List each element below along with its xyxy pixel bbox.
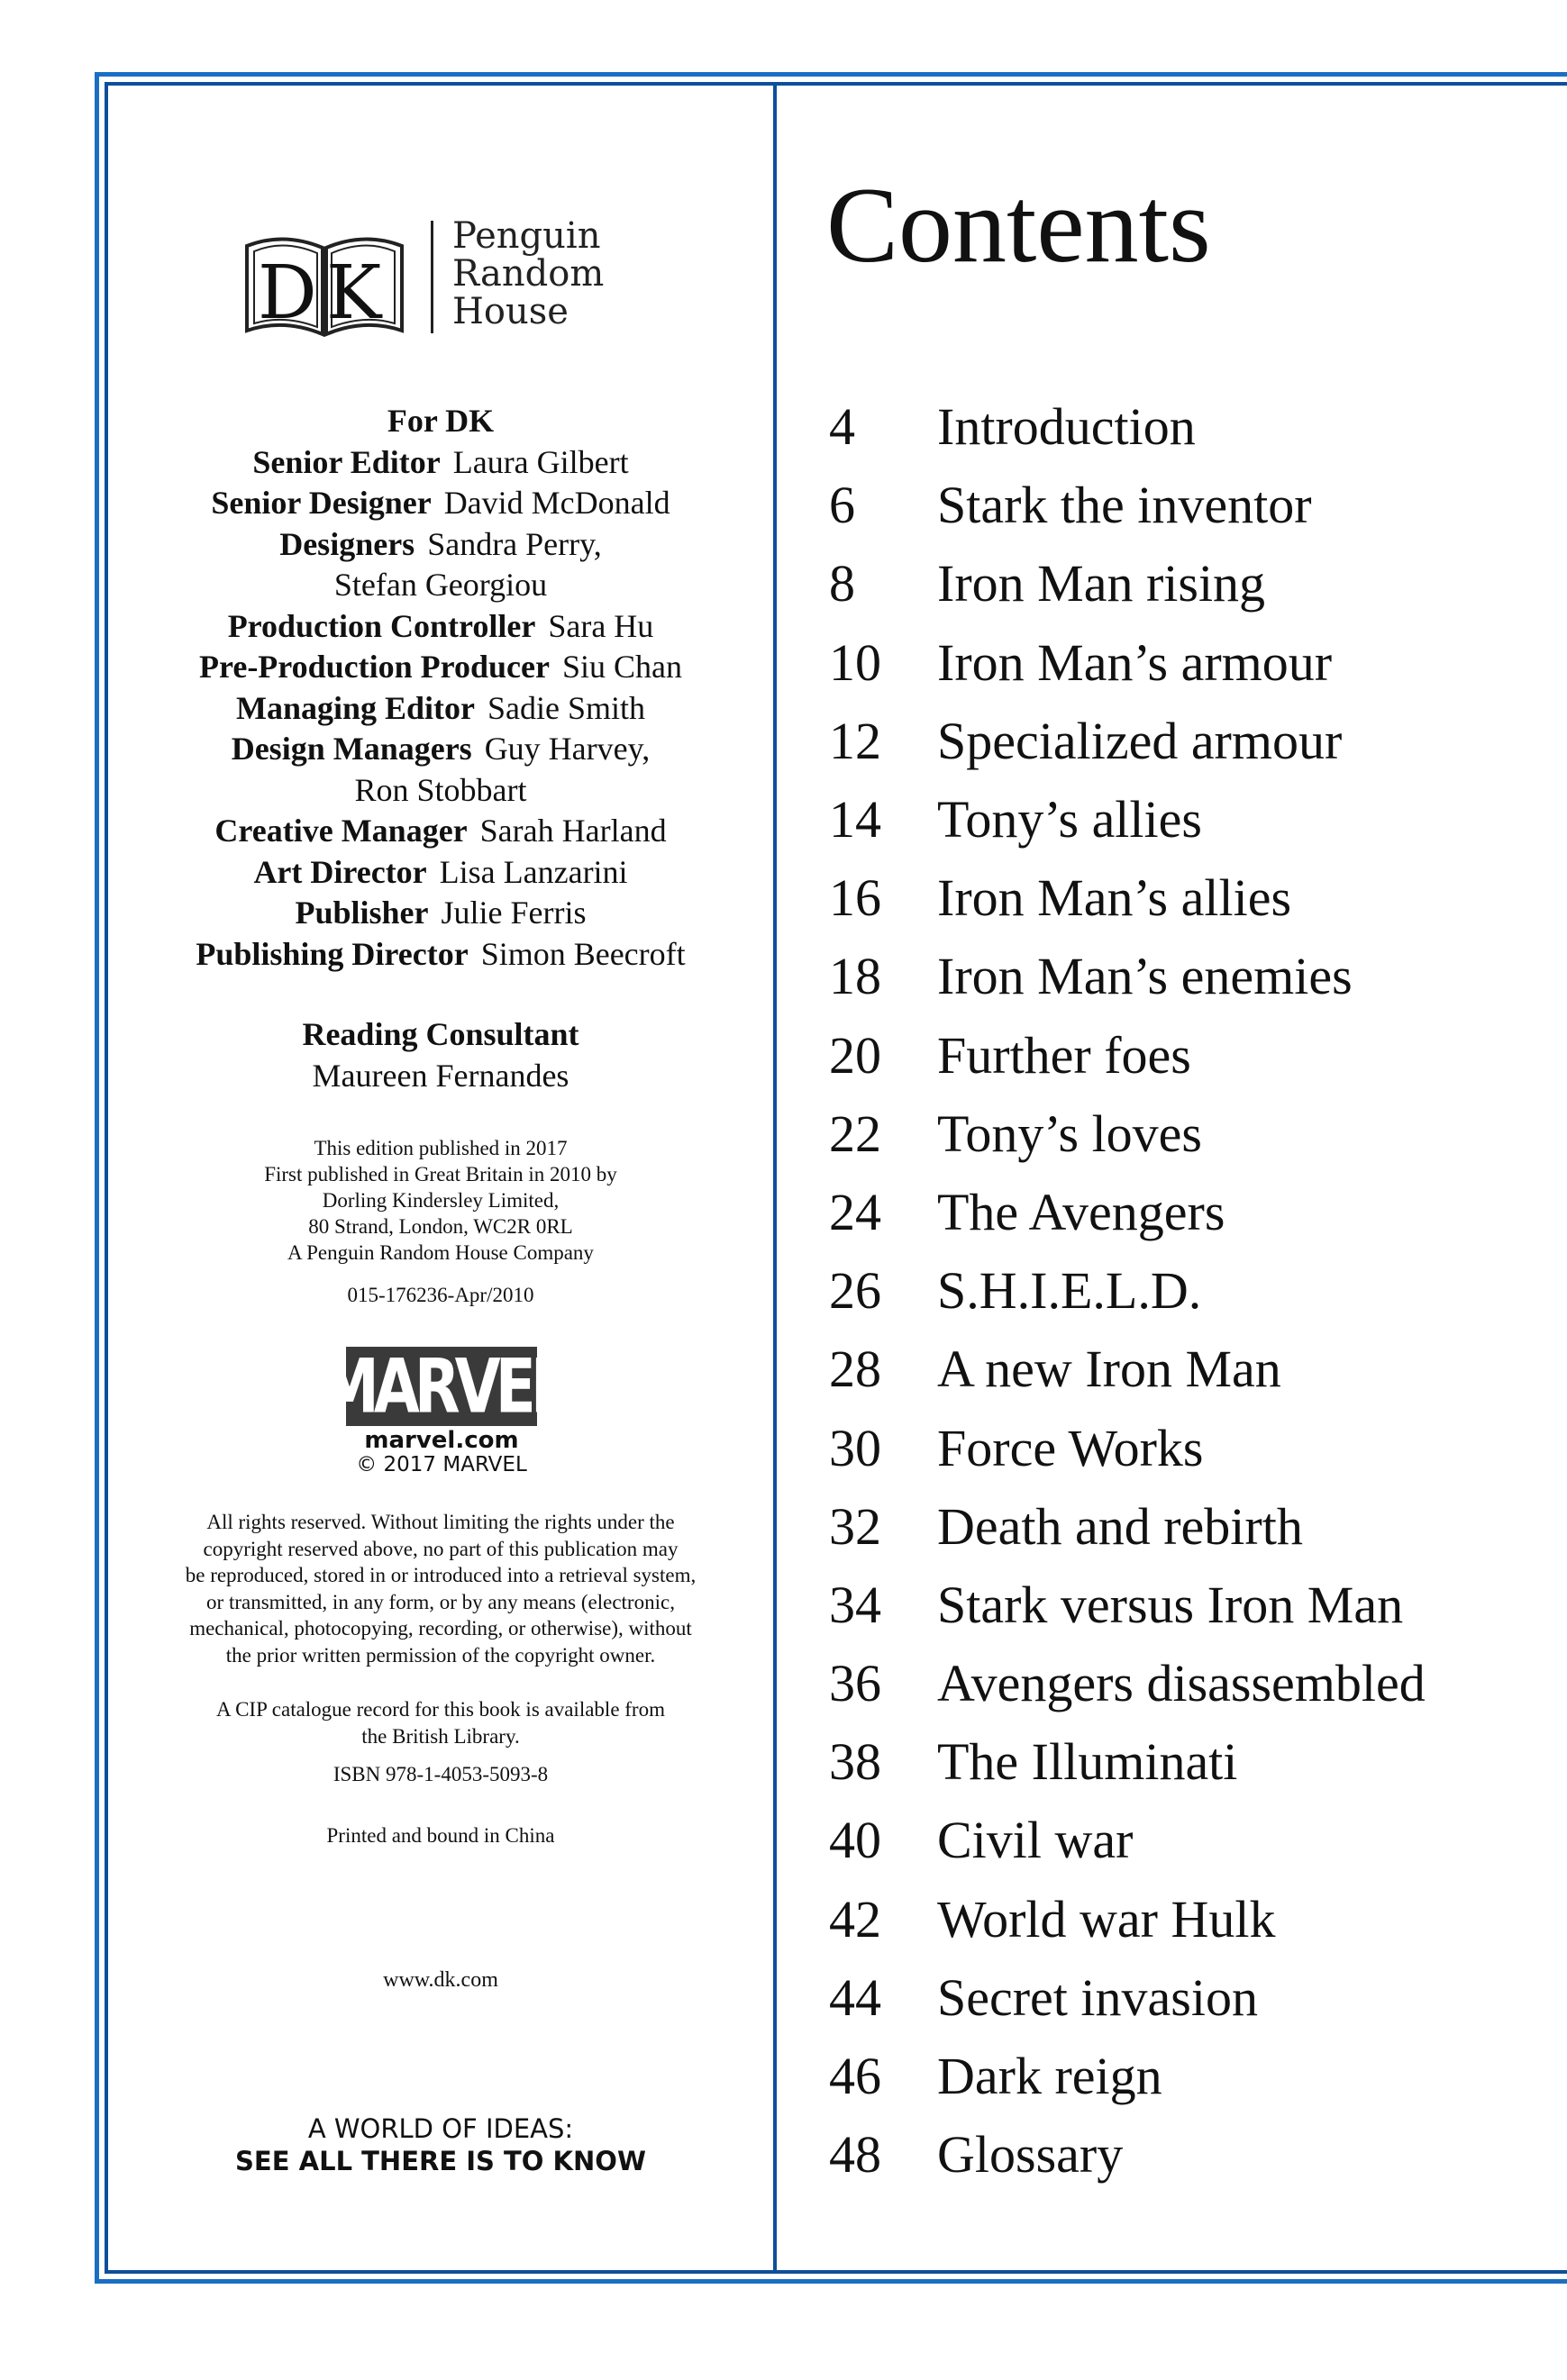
publication-line: A Penguin Random House Company <box>287 1241 594 1264</box>
toc-title: Dark reign <box>937 2047 1162 2106</box>
logo-separator <box>431 221 433 333</box>
isbn: ISBN 978-1-4053-5093-8 <box>333 1763 549 1785</box>
slogan-line-2: SEE ALL THERE IS TO KNOW <box>235 2146 646 2176</box>
publication-line: 80 Strand, London, WC2R 0RL <box>308 1215 573 1238</box>
marvel-copyright: © 2017 MARVEL <box>356 1453 527 1476</box>
publication-line: First published in Great Britain in 2010 by <box>264 1163 617 1185</box>
rights-line: or transmitted, in any form, or by any means (electronic, <box>206 1590 675 1613</box>
slogan-line-1: A WORLD OF IDEAS: <box>307 2113 574 2144</box>
toc-title: The Avengers <box>937 1182 1225 1241</box>
toc-page-number: 40 <box>829 1811 881 1870</box>
toc-title: Tony’s allies <box>937 790 1202 849</box>
toc-page-number: 46 <box>829 2047 881 2106</box>
credit-name: Julie Ferris <box>441 895 587 931</box>
toc-page-number: 10 <box>829 632 881 692</box>
toc-entry[interactable] <box>829 1095 1550 1173</box>
marvel-block <box>320 1342 563 1476</box>
table-of-contents <box>829 387 1550 2194</box>
wordmark-line: Random <box>452 253 605 295</box>
publication-line: Dorling Kindersley Limited, <box>322 1189 560 1212</box>
credit-name: Laura Gilbert <box>452 443 629 480</box>
toc-entry[interactable] <box>829 466 1550 544</box>
cip-notice <box>108 1696 773 1749</box>
toc-title: Stark the inventor <box>937 476 1312 535</box>
toc-entry[interactable] <box>829 387 1550 466</box>
credit-line <box>108 770 773 812</box>
credit-line <box>108 483 773 524</box>
credit-line <box>108 893 773 934</box>
credit-line <box>108 811 773 852</box>
svg-text:K: K <box>326 250 382 336</box>
toc-page-number: 6 <box>829 476 855 535</box>
toc-entry[interactable] <box>829 2037 1550 2115</box>
toc-title: Iron Man rising <box>937 554 1266 613</box>
toc-page-number: 22 <box>829 1104 881 1163</box>
publication-line: This edition published in 2017 <box>314 1137 568 1159</box>
credit-role: Senior Designer <box>211 485 432 521</box>
toc-title: World war Hulk <box>937 1889 1276 1949</box>
credit-name: Stefan Georgiou <box>333 567 548 603</box>
toc-title: Stark versus Iron Man <box>937 1575 1404 1634</box>
credit-name: Sadie Smith <box>487 689 646 726</box>
toc-page-number: 26 <box>829 1261 881 1321</box>
toc-title: Iron Man’s armour <box>937 632 1333 692</box>
toc-entry[interactable] <box>829 937 1550 1015</box>
toc-entry[interactable] <box>829 2115 1550 2194</box>
credit-role: Art Director <box>253 853 427 890</box>
toc-entry[interactable] <box>829 702 1550 780</box>
wordmark-line: House <box>452 291 569 332</box>
credit-role: Creative Manager <box>214 813 468 849</box>
toc-entry[interactable] <box>829 858 1550 937</box>
toc-page-number: 12 <box>829 711 881 770</box>
imprint-page <box>108 86 773 2270</box>
reading-consultant <box>108 1013 773 1096</box>
toc-page-number: 20 <box>829 1025 881 1085</box>
cip-line: A CIP catalogue record for this book is available from <box>216 1698 665 1721</box>
contents-page <box>777 86 1567 2270</box>
credit-role: Publisher <box>295 895 429 931</box>
credit-line <box>108 442 773 484</box>
toc-entry[interactable] <box>829 623 1550 702</box>
credit-role: Designers <box>279 525 415 562</box>
consultant-name: Maureen Fernandes <box>312 1058 569 1094</box>
marvel-logo-text: MARVEL <box>320 1342 563 1431</box>
penguin-random-house-wordmark <box>452 217 604 331</box>
credit-name: Simon Beecroft <box>480 935 686 972</box>
credit-role: Design Managers <box>231 731 472 767</box>
toc-page-number: 32 <box>829 1496 881 1556</box>
credit-name: David McDonald <box>443 485 670 521</box>
wordmark-line: Penguin <box>452 215 601 257</box>
toc-page-number: 28 <box>829 1340 881 1399</box>
toc-title: Introduction <box>937 397 1196 457</box>
toc-page-number: 36 <box>829 1654 881 1713</box>
toc-entry[interactable] <box>829 1173 1550 1251</box>
toc-entry[interactable] <box>829 780 1550 858</box>
rights-line: be reproduced, stored in or introduced into a retrieval system, <box>185 1564 697 1586</box>
toc-page-number: 48 <box>829 2125 881 2185</box>
rights-line: copyright reserved above, no part of this publication may <box>203 1537 679 1560</box>
toc-entry[interactable] <box>829 1801 1550 1879</box>
dk-book-icon <box>243 230 405 338</box>
credit-role: Production Controller <box>227 607 536 644</box>
toc-entry[interactable] <box>829 1958 1550 2037</box>
toc-title: Avengers disassembled <box>937 1654 1426 1713</box>
publisher-logo <box>243 215 640 347</box>
credit-line <box>108 565 773 606</box>
printed-in: Printed and bound in China <box>326 1824 555 1847</box>
rights-notice <box>108 1509 773 1668</box>
credit-line <box>108 524 773 566</box>
credit-name: Siu Chan <box>561 649 682 685</box>
toc-entry[interactable] <box>829 544 1550 622</box>
toc-page-number: 34 <box>829 1575 881 1634</box>
credit-name: Guy Harvey, <box>484 731 651 767</box>
toc-title: S.H.I.E.L.D. <box>937 1261 1202 1321</box>
toc-entry[interactable] <box>829 1408 1550 1486</box>
print-code: 015-176236-Apr/2010 <box>347 1284 534 1306</box>
toc-page-number: 30 <box>829 1418 881 1477</box>
toc-title: Tony’s loves <box>937 1104 1202 1163</box>
credit-role: Pre-Production Producer <box>199 649 550 685</box>
toc-title: Further foes <box>937 1025 1191 1085</box>
toc-page-number: 16 <box>829 868 881 928</box>
toc-entry[interactable] <box>829 1330 1550 1408</box>
toc-entry[interactable] <box>829 1880 1550 1958</box>
credit-role: Publishing Director <box>196 935 469 972</box>
credit-line <box>108 647 773 688</box>
credit-name: Lisa Lanzarini <box>439 853 628 890</box>
toc-page-number: 18 <box>829 947 881 1006</box>
credit-name: Sandra Perry, <box>427 525 602 562</box>
slogan <box>108 2112 773 2177</box>
toc-page-number: 42 <box>829 1889 881 1949</box>
toc-page-number: 4 <box>829 397 855 457</box>
toc-page-number: 44 <box>829 1967 881 2027</box>
svg-text:D: D <box>258 250 317 336</box>
rights-line: the prior written permission of the copyright owner. <box>225 1643 656 1667</box>
website-link[interactable]: www.dk.com <box>383 1968 498 1992</box>
toc-title: Iron Man’s enemies <box>937 947 1353 1006</box>
toc-title: A new Iron Man <box>937 1340 1281 1399</box>
credit-line <box>108 729 773 770</box>
publication-info <box>108 1135 773 1266</box>
toc-page-number: 38 <box>829 1732 881 1792</box>
toc-entry[interactable] <box>829 1487 1550 1566</box>
toc-title: The Illuminati <box>937 1732 1238 1792</box>
credit-name: Sara Hu <box>548 607 654 644</box>
toc-entry[interactable] <box>829 1016 1550 1095</box>
toc-page-number: 24 <box>829 1182 881 1241</box>
credits-heading: For DK <box>387 403 495 439</box>
toc-entry[interactable] <box>829 1251 1550 1330</box>
toc-title: Civil war <box>937 1811 1134 1870</box>
credits-list <box>108 401 773 975</box>
toc-title: Iron Man’s allies <box>937 868 1292 928</box>
credit-line <box>108 852 773 894</box>
marvel-url: marvel.com <box>364 1427 519 1454</box>
toc-page-number: 14 <box>829 790 881 849</box>
rights-line: All rights reserved. Without limiting the rights under the <box>206 1511 675 1533</box>
credit-line <box>108 934 773 976</box>
credit-name: Sarah Harland <box>479 813 667 849</box>
credit-name: Ron Stobbart <box>354 771 527 808</box>
page-title: Contents <box>826 165 1211 285</box>
toc-title: Glossary <box>937 2125 1124 2185</box>
toc-title: Force Works <box>937 1418 1204 1477</box>
consultant-role: Reading Consultant <box>302 1016 579 1052</box>
toc-title: Secret invasion <box>937 1967 1258 2027</box>
rights-line: mechanical, photocopying, recording, or otherwise), without <box>189 1617 692 1640</box>
toc-title: Death and rebirth <box>937 1496 1303 1556</box>
toc-entry[interactable] <box>829 1644 1550 1722</box>
toc-title: Specialized armour <box>937 711 1343 770</box>
credit-role: Senior Editor <box>252 443 441 480</box>
toc-page-number: 8 <box>829 554 855 613</box>
marvel-logo <box>320 1342 563 1431</box>
credit-line <box>108 606 773 648</box>
credit-line <box>108 688 773 730</box>
credit-role: Managing Editor <box>235 689 475 726</box>
toc-entry[interactable] <box>829 1566 1550 1644</box>
toc-entry[interactable] <box>829 1722 1550 1801</box>
cip-line: the British Library. <box>361 1724 520 1748</box>
